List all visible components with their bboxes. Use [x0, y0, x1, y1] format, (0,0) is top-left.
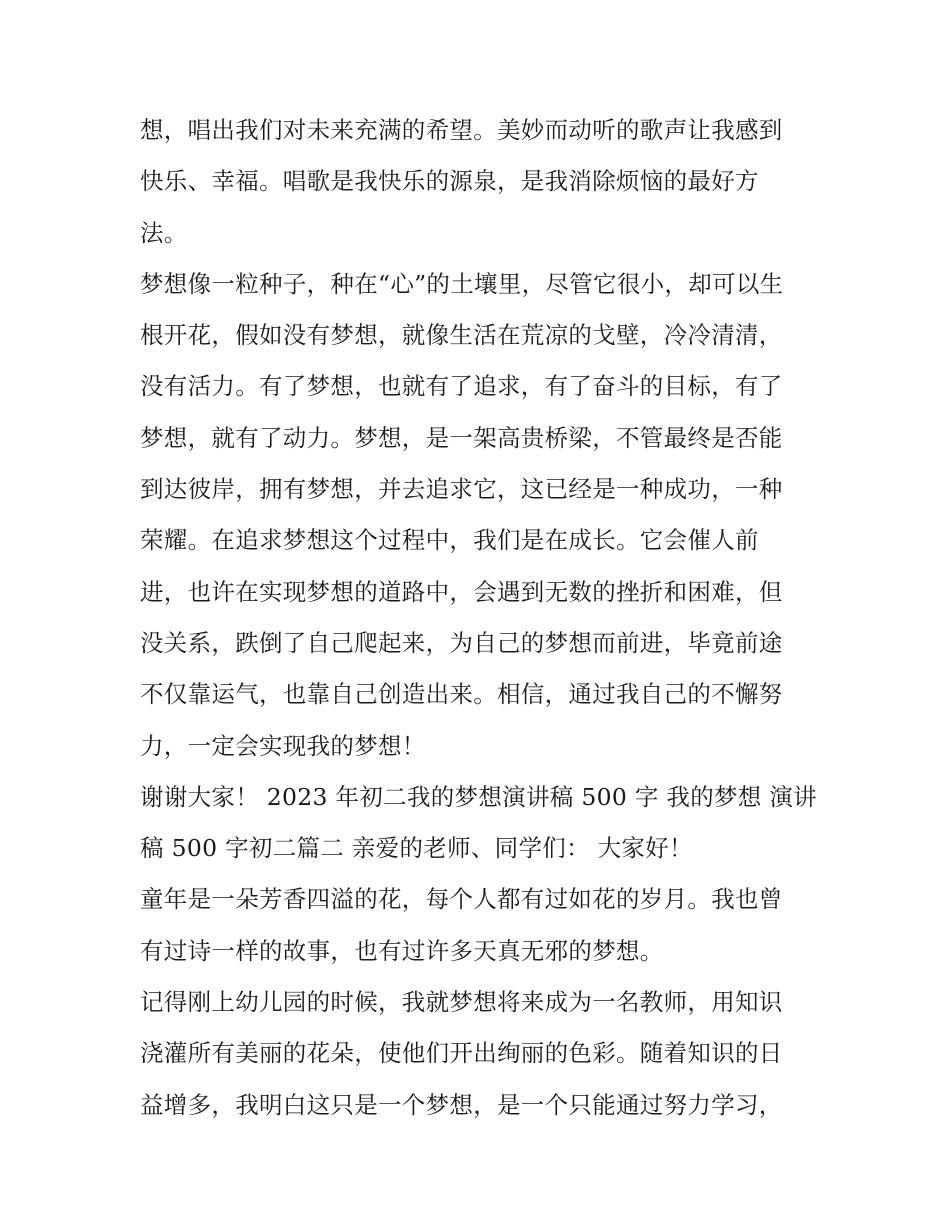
text-line: 到达彼岸，拥有梦想，并去追求它，这已经是一种成功，一种	[140, 475, 783, 504]
text-line: 稿 500 字初二篇二 亲爱的老师、同学们： 大家好！	[140, 834, 693, 863]
text-line: 快乐、幸福。唱歌是我快乐的源泉，是我消除烦恼的最好方	[140, 167, 759, 196]
body-text	[140, 105, 817, 1131]
text-line: 记得刚上幼儿园的时候，我就梦想将来成为一名教师，用知识	[140, 988, 783, 1017]
text-line: 谢谢大家！ 2023 年初二我的梦想演讲稿 500 字 我的梦想 演讲	[140, 782, 817, 811]
text-line: 梦想像一粒种子，种在“心”的土壤里，尽管它很小，却可以生	[140, 269, 784, 298]
text-line: 童年是一朵芳香四溢的花，每个人都有过如花的岁月。我也曾	[140, 885, 783, 914]
text-line: 浇灌所有美丽的花朵，使他们开出绚丽的色彩。随着知识的日	[140, 1039, 783, 1068]
text-line: 梦想，就有了动力。梦想，是一架高贵桥梁，不管最终是否能	[140, 423, 783, 452]
text-line: 荣耀。在追求梦想这个过程中，我们是在成长。它会催人前	[140, 526, 759, 555]
text-line: 没关系，跌倒了自己爬起来，为自己的梦想而前进，毕竟前途	[140, 628, 783, 657]
text-line: 根开花，假如没有梦想，就像生活在荒凉的戈壁，冷冷清清，	[140, 321, 783, 350]
text-line: 益增多，我明白这只是一个梦想，是一个只能通过努力学习，	[140, 1090, 783, 1119]
text-line: 想，唱出我们对未来充满的希望。美妙而动听的歌声让我感到	[140, 116, 783, 144]
text-line: 力，一定会实现我的梦想！	[140, 731, 426, 760]
text-line: 不仅靠运气，也靠自己创造出来。相信，通过我自己的不懈努	[140, 680, 783, 709]
text-line: 没有活力。有了梦想，也就有了追求，有了奋斗的目标，有了	[140, 372, 783, 401]
text-line: 进，也许在实现梦想的道路中，会遇到无数的挫折和困难，但	[140, 577, 783, 606]
text-line: 法。	[140, 218, 188, 247]
text-line: 有过诗一样的故事，也有过许多天真无邪的梦想。	[140, 936, 664, 965]
